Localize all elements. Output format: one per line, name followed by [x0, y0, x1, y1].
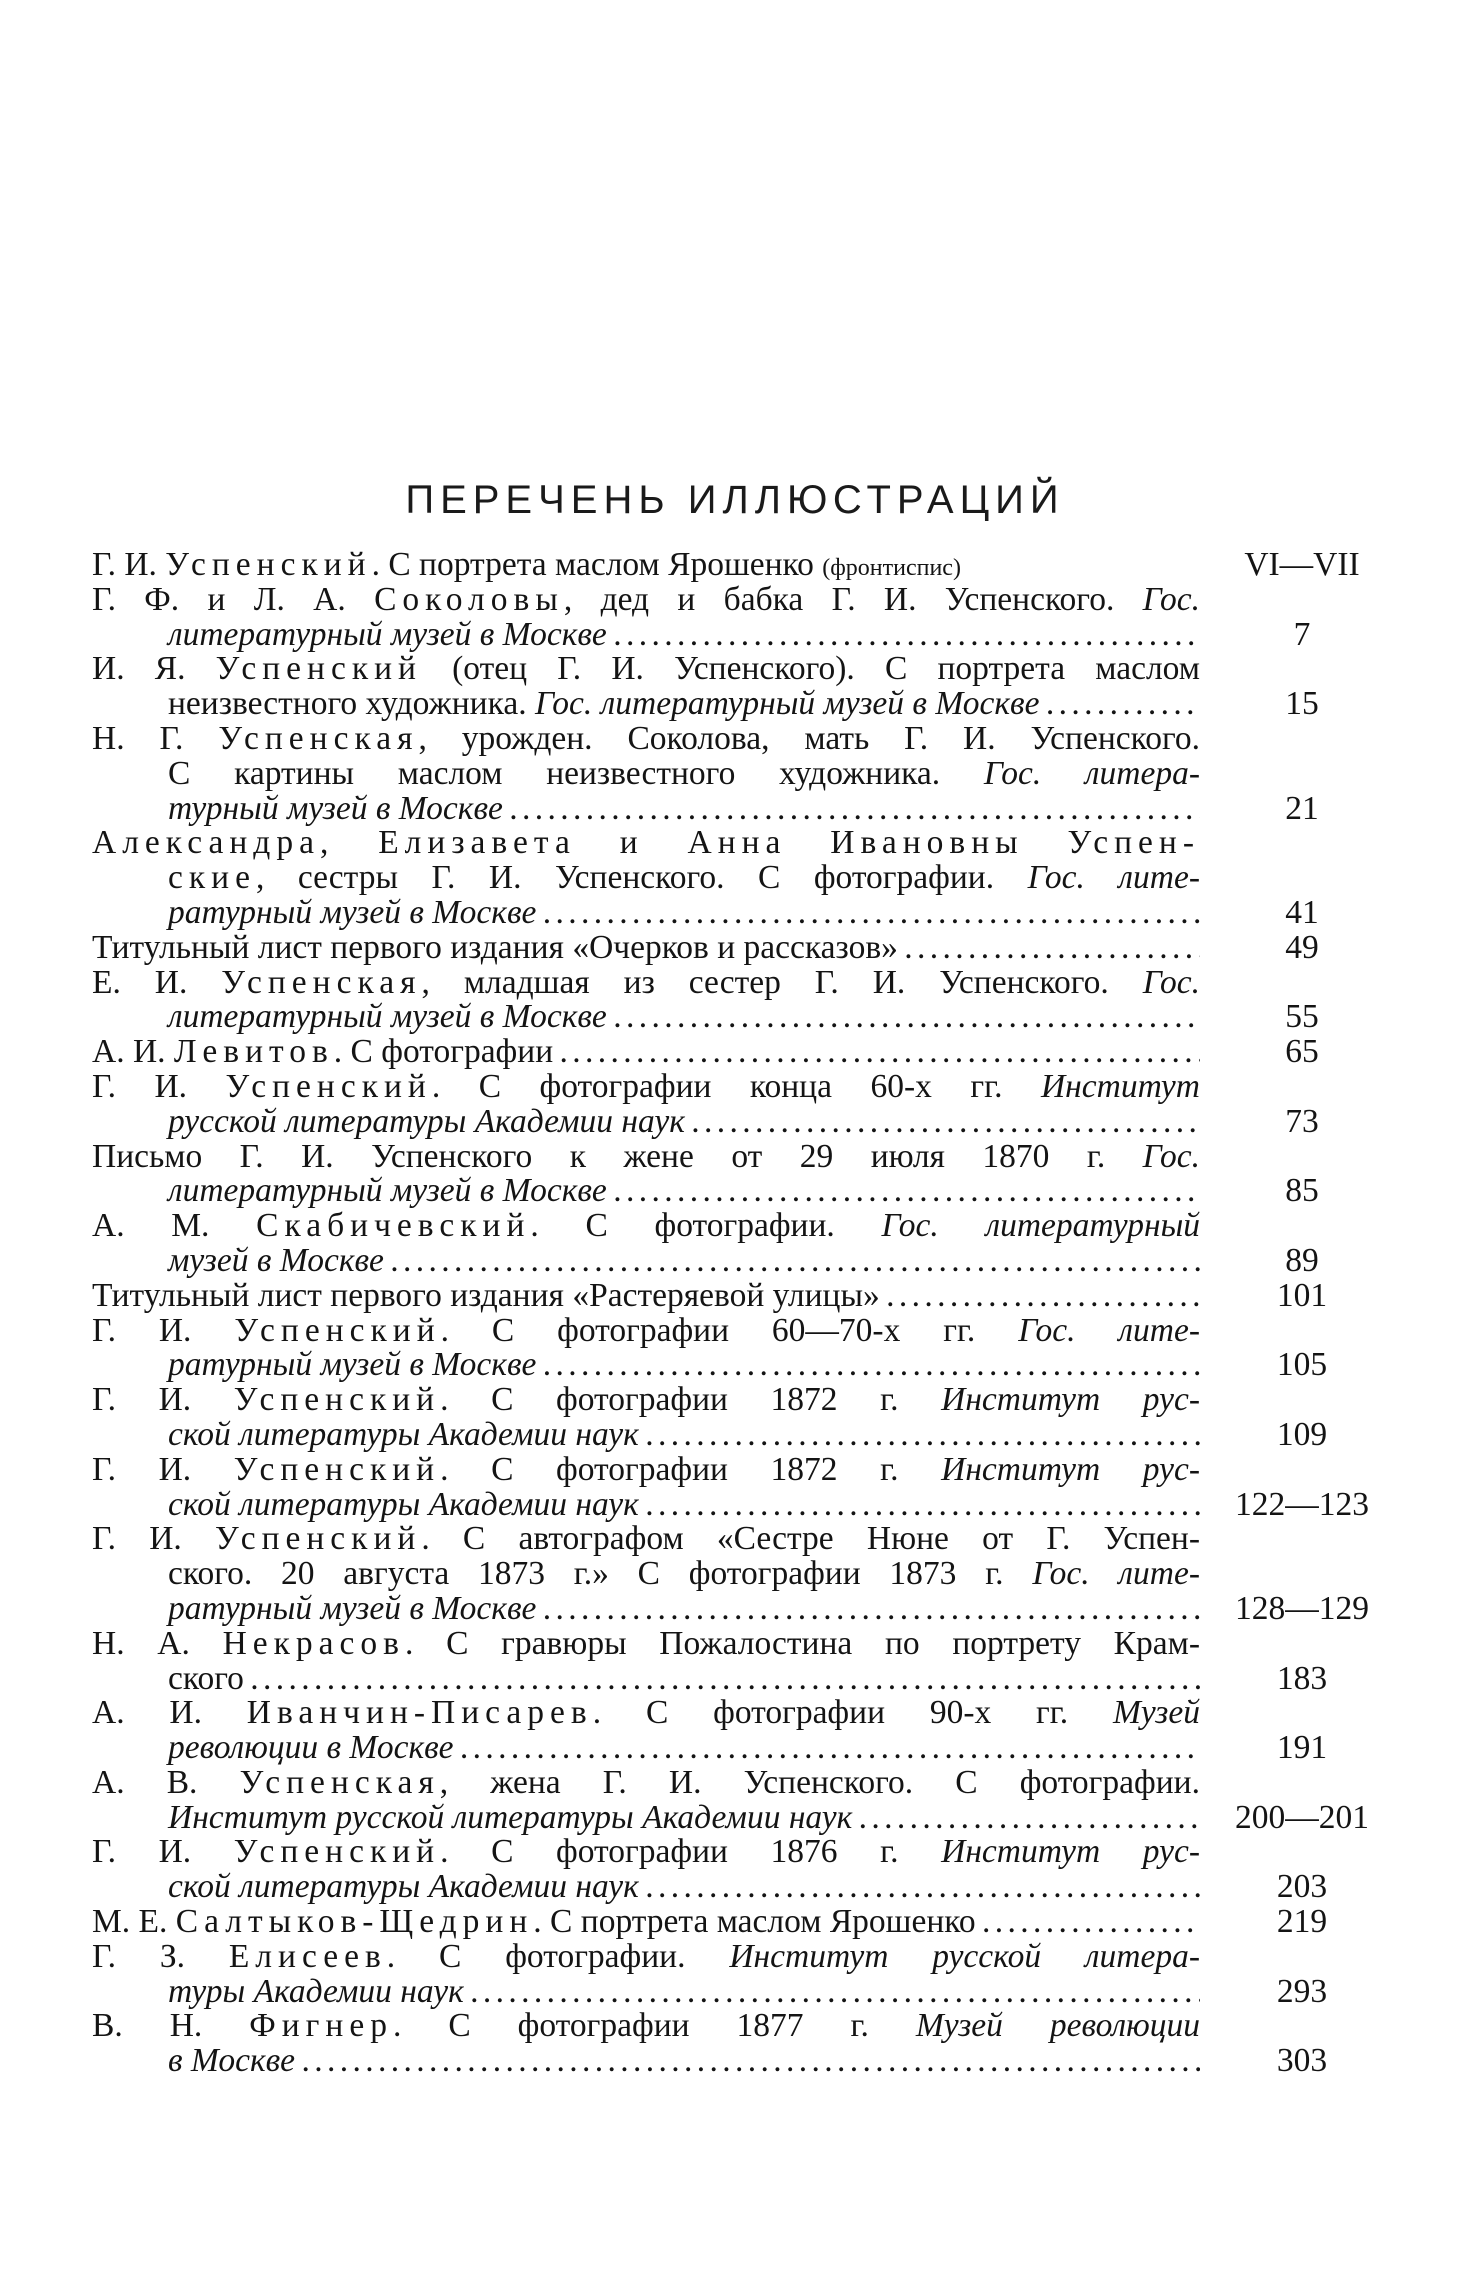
- entry-text: Г. И.: [92, 1522, 216, 1558]
- dot-leader: [1039, 687, 1200, 722]
- list-item: [92, 1940, 1382, 2010]
- entry-text: Г. Ф. и Л. А.: [92, 582, 375, 618]
- entry-line: [92, 1627, 1200, 1662]
- person-name: Салтыков-Щедрин: [175, 1905, 534, 1940]
- dot-leader: [852, 1801, 1200, 1836]
- entry-line: [92, 1418, 1200, 1453]
- entry-line: [92, 1209, 1200, 1244]
- source-text: революции в Москве: [168, 1731, 454, 1766]
- entry-text: (отец Г. И. Успенского). С портрета маслом: [421, 652, 1200, 688]
- list-item: [92, 1035, 1382, 1070]
- person-name: Успенский: [215, 652, 422, 688]
- list-item: [92, 548, 1382, 583]
- person-name: Елисеев: [228, 1939, 387, 1975]
- entry-text: А. В.: [92, 1765, 240, 1801]
- entry-line: [92, 1279, 1200, 1314]
- entry-line: [92, 583, 1200, 618]
- list-item: [92, 928, 1382, 966]
- entry-text: ского: [168, 1661, 244, 1697]
- entry-line: [92, 1140, 1200, 1175]
- source-text: литературный музей в Москве: [168, 617, 607, 653]
- page-number: 203: [1276, 1868, 1328, 1906]
- source-text: литературный музей в Москве: [168, 1000, 607, 1036]
- dot-leader: [536, 1348, 1200, 1383]
- entry-text: Г. И.: [92, 1383, 234, 1418]
- source-text: Гос.: [1142, 1139, 1200, 1175]
- entry-text: ского. 20 августа 1873 г.» С фотографии 1873 г.: [168, 1557, 1033, 1592]
- page-number: 219: [1276, 1903, 1328, 1941]
- entry-text: , младшая из сестер Г. И. Успенского.: [421, 965, 1143, 1001]
- source-text: Институт русской литера-: [729, 1939, 1200, 1975]
- dot-leader: [639, 1870, 1200, 1905]
- entry-text: . С гравюры Пожалостина по портрету Крам-: [404, 1626, 1200, 1662]
- page-number: 21: [1285, 789, 1319, 827]
- source-text: Гос. лите-: [1032, 1557, 1200, 1592]
- entry-text: . С портрета маслом Ярошенко: [371, 548, 823, 583]
- entry-text: Письмо Г. И. Успенского к жене от 29 июля 1870 г.: [92, 1139, 1143, 1175]
- page-title: ПЕРЕЧЕНЬ ИЛЛЮСТРАЦИЙ: [405, 478, 1065, 522]
- entry-line: [92, 1383, 1200, 1418]
- entry-line: [92, 1662, 1200, 1697]
- person-name: Скабичевский: [256, 1209, 531, 1244]
- entry-line: [92, 1835, 1200, 1870]
- entry-text: . С фотографии.: [530, 1209, 882, 1244]
- entry-text: . С портрета маслом Ярошенко: [533, 1905, 976, 1940]
- entry-text: , урожден. Соколова, мать Г. И. Успенского.: [418, 721, 1200, 757]
- entry-line: [92, 2044, 1200, 2079]
- page-number: 73: [1285, 1102, 1319, 1140]
- list-item: [92, 652, 1382, 722]
- entry-text: А. И.: [92, 1696, 247, 1732]
- dot-leader: [553, 1035, 1200, 1070]
- source-text: Гос. литера-: [983, 756, 1200, 792]
- page-number: 293: [1276, 1972, 1328, 2010]
- page-number: 191: [1276, 1729, 1328, 1767]
- entry-line: [92, 1940, 1200, 1975]
- list-item: [92, 1314, 1382, 1384]
- entry-text: Титульный лист первого издания «Растеряевой улицы»: [92, 1278, 880, 1314]
- source-text: Музей революции: [915, 2009, 1200, 2045]
- entry-text: Титульный лист первого издания «Очерков и рассказов»: [92, 930, 898, 966]
- dot-leader: [244, 1662, 1200, 1697]
- entry-text: Е. И.: [92, 965, 222, 1001]
- dot-leader: [536, 1592, 1200, 1627]
- person-name: Успенский: [233, 1835, 441, 1871]
- page-number: 89: [1285, 1241, 1319, 1279]
- entry-text: . С фотографии конца 60-х гг.: [431, 1069, 1041, 1105]
- list-item: [92, 1835, 1382, 1905]
- entry-text: . С фотографии 1872 г.: [440, 1383, 942, 1418]
- entry-text: . С фотографии.: [386, 1939, 730, 1975]
- source-text: турный музей в Москве: [168, 791, 503, 827]
- dot-leader: [384, 1244, 1200, 1279]
- list-item: [92, 966, 1382, 1036]
- entry-text: Г. И.: [92, 1313, 235, 1349]
- dot-leader: [976, 1905, 1200, 1940]
- entry-line: [92, 1035, 1200, 1070]
- source-text: ратурный музей в Москве: [168, 1591, 537, 1627]
- entry-line: [92, 1105, 1200, 1140]
- entry-line: [92, 1975, 1200, 2010]
- list-item: [92, 1522, 1382, 1626]
- dot-leader: [607, 618, 1200, 653]
- source-text: ской литературы Академии наук: [168, 1487, 639, 1523]
- entry-text: Г. З.: [92, 1939, 229, 1975]
- entry-text: А. М.: [92, 1209, 257, 1244]
- entry-text: М. Е.: [92, 1905, 176, 1940]
- entry-line: [92, 687, 1200, 722]
- person-name: Успенский: [233, 1383, 441, 1418]
- dot-leader: [454, 1731, 1200, 1766]
- person-name: Успенский: [225, 1069, 432, 1105]
- entry-text: Г. И.: [92, 1452, 234, 1488]
- entry-line: [92, 1000, 1200, 1035]
- source-text: Институт рус-: [941, 1452, 1200, 1488]
- list-item: [92, 1905, 1382, 1940]
- page-number: 85: [1285, 1172, 1319, 1210]
- entry-text: Н. А.: [92, 1626, 223, 1662]
- entry-line: [92, 1766, 1200, 1801]
- entry-line: [92, 966, 1200, 1001]
- dot-leader: [639, 1418, 1200, 1453]
- illustrations-list: [92, 548, 1382, 2079]
- entry-text: . С автографом «Сестре Нюне от Г. Успен-: [421, 1522, 1200, 1558]
- entry-text: Н. Г.: [92, 721, 219, 757]
- source-text: ской литературы Академии наук: [168, 1417, 639, 1453]
- entry-line: [92, 1696, 1200, 1731]
- entry-line: [92, 548, 1200, 583]
- entry-line: [92, 1905, 1200, 1940]
- dot-leader: [536, 896, 1200, 931]
- dot-leader: [639, 1488, 1200, 1523]
- entry-text: . С фотографии 90-х гг.: [592, 1696, 1113, 1732]
- entry-line: [92, 652, 1200, 687]
- entry-line: [92, 1174, 1200, 1209]
- person-name: Левитов: [173, 1035, 334, 1070]
- entry-line: [92, 1870, 1200, 1905]
- entry-line: [92, 1488, 1200, 1523]
- entry-line: [92, 2009, 1200, 2044]
- entry-line: [92, 722, 1200, 757]
- entry-line: [92, 1592, 1200, 1627]
- page-number: 41: [1285, 893, 1319, 931]
- dot-leader: [685, 1105, 1200, 1140]
- dot-leader: [295, 2044, 1200, 2079]
- person-name: Успенский: [215, 1522, 422, 1558]
- entry-text: , жена Г. И. Успенского. С фотографии.: [439, 1765, 1200, 1801]
- page-number: 55: [1285, 998, 1319, 1036]
- list-item: [92, 722, 1382, 826]
- list-item: [92, 583, 1382, 653]
- source-text: Гос. литературный музей в Москве: [534, 687, 1040, 722]
- list-item: [92, 1383, 1382, 1453]
- source-text: Гос.: [1142, 582, 1200, 618]
- person-name: Успенская: [218, 721, 419, 757]
- entry-line: [92, 1453, 1200, 1488]
- dot-leader: [607, 1174, 1200, 1209]
- source-text: Институт: [1040, 1069, 1200, 1105]
- source-text: Институт русской литературы Академии наук: [168, 1800, 853, 1836]
- person-name: Успенский: [234, 1313, 441, 1349]
- list-item: [92, 1140, 1382, 1210]
- source-text: русской литературы Академии наук: [168, 1104, 685, 1140]
- list-item: [92, 826, 1382, 930]
- page-number: 101: [1276, 1276, 1328, 1314]
- source-text: музей в Москве: [168, 1243, 384, 1279]
- person-name: Успенский: [165, 548, 372, 583]
- list-item: [92, 1070, 1382, 1140]
- source-text: Гос. лите-: [1018, 1313, 1200, 1349]
- person-name: Александра, Елизавета и Анна Ивановны Успен-: [92, 826, 1200, 862]
- source-text: ской литературы Академии наук: [168, 1870, 639, 1906]
- page-number: 105: [1276, 1346, 1328, 1384]
- entry-line: [92, 826, 1200, 861]
- entry-text: В. Н.: [92, 2009, 250, 2045]
- list-item: [92, 1627, 1382, 1697]
- source-text: Музей: [1112, 1696, 1200, 1732]
- list-item: [92, 1209, 1382, 1279]
- person-name: ские: [168, 861, 256, 896]
- entry-text: Г. И.: [92, 1835, 234, 1871]
- dot-leader: [503, 792, 1200, 827]
- entry-text: неизвестного художника.: [168, 687, 535, 722]
- entry-text: (фронтиспис): [822, 555, 961, 581]
- page-number: 122—123: [1235, 1485, 1369, 1523]
- source-text: в Москве: [168, 2044, 296, 2080]
- person-name: Некрасов: [222, 1626, 405, 1662]
- page-number: 183: [1276, 1659, 1328, 1697]
- entry-text: . С фотографии: [333, 1035, 554, 1070]
- page-number: 303: [1276, 2042, 1328, 2080]
- entry-line: [92, 1314, 1200, 1349]
- page-number: 109: [1276, 1415, 1328, 1453]
- entry-line: [92, 931, 1200, 966]
- source-text: Институт рус-: [941, 1383, 1200, 1418]
- entry-text: Г. И.: [92, 1069, 226, 1105]
- entry-text: . С фотографии 1872 г.: [440, 1452, 942, 1488]
- person-name: Иванчин-Писарев: [246, 1696, 593, 1732]
- entry-text: Г. И.: [92, 548, 166, 583]
- entry-text: . С фотографии 60—70-х гг.: [440, 1313, 1019, 1349]
- entry-line: [92, 1731, 1200, 1766]
- page-number: 65: [1285, 1033, 1319, 1071]
- page-number: 49: [1285, 928, 1319, 966]
- source-text: Институт рус-: [941, 1835, 1200, 1871]
- entry-line: [92, 861, 1200, 896]
- source-text: туры Академии наук: [168, 1974, 464, 2010]
- page-number: 15: [1285, 685, 1319, 723]
- entry-line: [92, 1348, 1200, 1383]
- entry-text: И. Я.: [92, 652, 216, 688]
- source-text: ратурный музей в Москве: [168, 895, 537, 931]
- person-name: Успенская: [239, 1765, 440, 1801]
- entry-text: , сестры Г. И. Успенского. С фотографии.: [255, 861, 1028, 896]
- list-item: [92, 1453, 1382, 1523]
- person-name: Успенский: [233, 1452, 441, 1488]
- page-number: VI—VII: [1244, 546, 1360, 583]
- list-item: [92, 2009, 1382, 2079]
- entry-text: , дед и бабка Г. И. Успенского.: [563, 582, 1143, 618]
- source-text: литературный музей в Москве: [168, 1174, 607, 1210]
- person-name: Фигнер: [249, 2009, 393, 2045]
- source-text: Гос.: [1142, 965, 1200, 1001]
- page-number: 128—129: [1235, 1589, 1369, 1627]
- entry-line: [92, 1801, 1200, 1836]
- entry-line: [92, 1557, 1200, 1592]
- entry-line: [92, 896, 1200, 931]
- person-name: Соколовы: [374, 582, 564, 618]
- entry-line: [92, 618, 1200, 653]
- entry-text: А. И.: [92, 1035, 174, 1070]
- dot-leader: [607, 1000, 1200, 1035]
- entry-text: С картины маслом неизвестного художника.: [168, 756, 984, 792]
- page-number: 200—201: [1235, 1798, 1369, 1836]
- entry-line: [92, 757, 1200, 792]
- page-number: 7: [1293, 615, 1311, 653]
- source-text: Гос. литературный: [881, 1209, 1200, 1244]
- list-item: [92, 1696, 1382, 1766]
- entry-line: [92, 1244, 1200, 1279]
- list-item: [92, 1276, 1382, 1314]
- source-text: ратурный музей в Москве: [168, 1348, 537, 1384]
- entry-text: . С фотографии 1876 г.: [440, 1835, 942, 1871]
- dot-leader: [464, 1975, 1200, 2010]
- source-text: Гос. лите-: [1027, 861, 1200, 896]
- entry-line: [92, 1070, 1200, 1105]
- dot-leader: [898, 931, 1200, 966]
- list-item: [92, 1766, 1382, 1836]
- entry-text: . С фотографии 1877 г.: [392, 2009, 916, 2045]
- dot-leader: [880, 1279, 1200, 1314]
- entry-line: [92, 792, 1200, 827]
- entry-line: [92, 1522, 1200, 1557]
- person-name: Успенская: [221, 965, 422, 1001]
